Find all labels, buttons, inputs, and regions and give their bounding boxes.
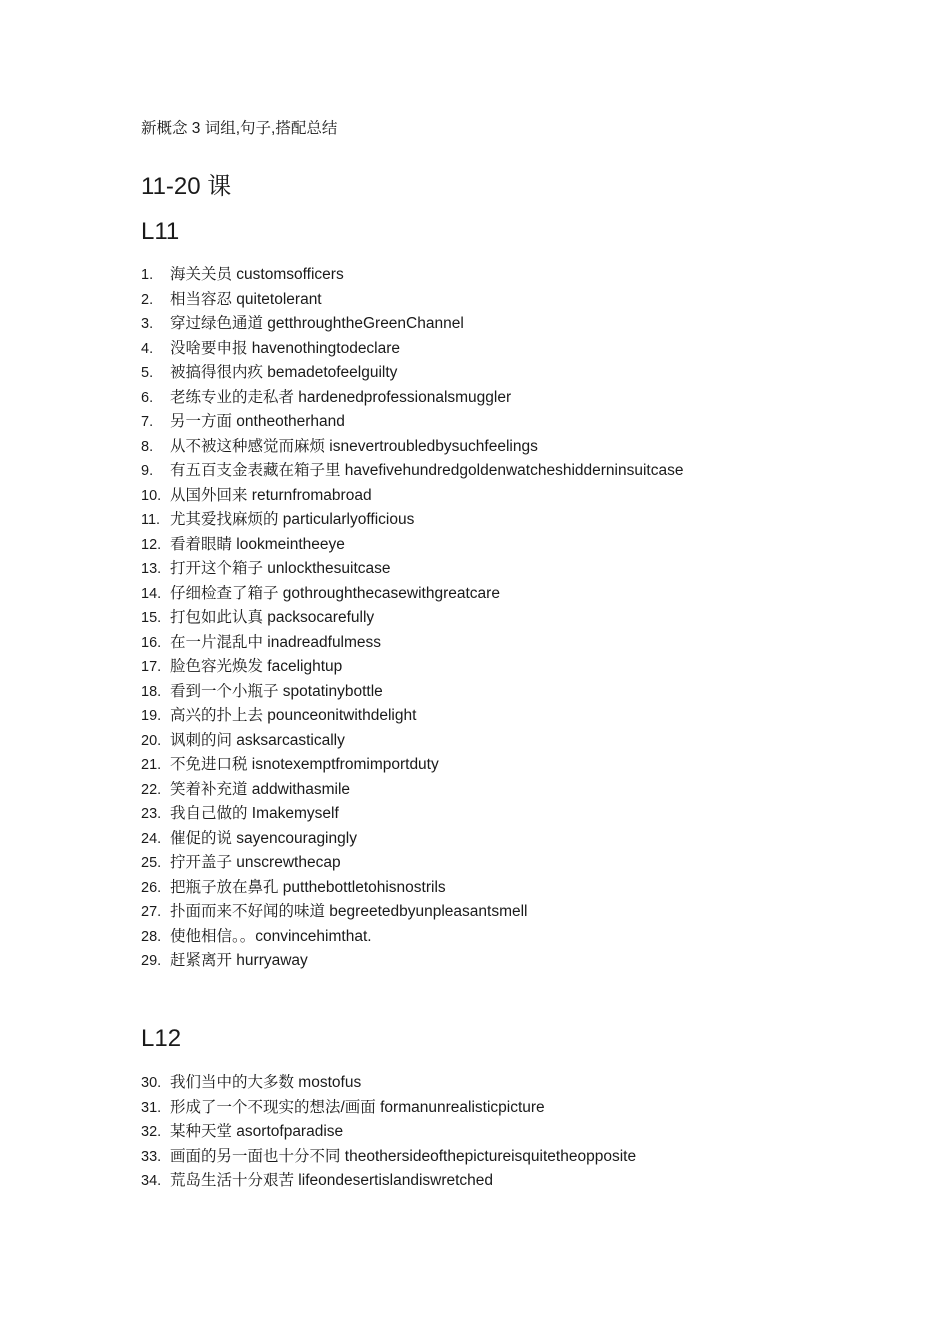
list-item-text: 赶紧离开 hurryaway — [170, 952, 308, 969]
list-item — [141, 533, 683, 558]
list-item — [141, 851, 683, 876]
list-item-text: 讽刺的问 asksarcastically — [170, 731, 345, 749]
list-item-text: 催促的说 sayencouragingly — [170, 829, 357, 847]
list-item-number: 13. — [141, 561, 162, 577]
section-heading-l11: L11 — [141, 218, 180, 245]
list-item-text: 看到一个小瓶子 spotatinybottle — [170, 682, 383, 700]
section-heading-l12: L12 — [141, 1025, 182, 1052]
list-item-number: 26. — [141, 879, 162, 896]
list-item-text: 仔细检查了箱子 gothroughthecasewithgreatcare — [170, 584, 500, 602]
list-item-text: 打包如此认真 packsocarefully — [170, 609, 375, 626]
list-item — [141, 1169, 636, 1194]
list-item-text: 从国外回来 returnfromabroad — [170, 486, 372, 504]
list-item-number: 4. — [141, 340, 154, 357]
list-item-text: 荒岛生活十分艰苦 lifeondesertislandiswretched — [170, 1172, 494, 1189]
list-item-text: 海关关员 customsofficers — [170, 266, 344, 283]
list-item-number: 1. — [141, 267, 154, 283]
list-item-text: 某种天堂 asortofparadise — [170, 1123, 344, 1140]
list-item-text: 相当容忍 quitetolerant — [170, 290, 322, 308]
list-item — [141, 1096, 636, 1121]
list-item-number: 15. — [141, 610, 162, 626]
list-item-text: 没啥要申报 havenothingtodeclare — [170, 339, 401, 357]
list-item — [141, 1071, 636, 1096]
list-item-number: 17. — [141, 659, 162, 675]
list-item-number: 16. — [141, 634, 162, 651]
list-item-text: 穿过绿色通道 getthroughtheGreenChannel — [170, 315, 464, 332]
list-item-number: 18. — [141, 683, 162, 700]
list-item — [141, 557, 683, 582]
list-item — [141, 949, 683, 974]
list-item — [141, 459, 683, 484]
list-item-text: 我自己做的 Imakemyself — [170, 805, 339, 822]
list-item — [141, 1145, 636, 1170]
unit-heading: 11-20 课 — [141, 173, 232, 200]
list-item — [141, 631, 683, 656]
vocab-list-l11 — [141, 263, 683, 974]
list-item-text: 画面的另一面也十分不同 theothersideofthepictureisquitetheopposite — [170, 1147, 637, 1165]
list-item — [141, 361, 683, 386]
list-item-number: 9. — [141, 463, 154, 479]
list-item-text: 形成了一个不现实的想法/画面 formanunrealisticpicture — [170, 1098, 545, 1116]
list-item — [141, 704, 683, 729]
list-item — [141, 655, 683, 680]
list-item — [141, 312, 683, 337]
list-item-number: 21. — [141, 757, 162, 773]
list-item-text: 被搞得很内疚 bemadetofeelguilty — [170, 364, 398, 381]
list-item-text: 尤其爱找麻烦的 particularlyofficious — [170, 511, 415, 528]
list-item-text: 不免进口税 isnotexemptfromimportduty — [170, 756, 439, 773]
list-item — [141, 337, 683, 362]
list-item-text: 另一方面 ontheotherhand — [170, 413, 345, 430]
list-item-number: 22. — [141, 781, 162, 798]
list-item-number: 7. — [141, 414, 154, 430]
list-item — [141, 1120, 636, 1145]
list-item — [141, 876, 683, 901]
list-item-number: 24. — [141, 830, 162, 847]
list-item — [141, 680, 683, 705]
list-item-text: 扑面而来不好闻的味道 begreetedbyunpleasantsmell — [170, 903, 528, 920]
list-item — [141, 606, 683, 631]
list-item-text: 脸色容光焕发 facelightup — [170, 658, 343, 675]
list-item — [141, 410, 683, 435]
list-item-text: 打开这个箱子 unlockthesuitcase — [170, 560, 391, 577]
list-item — [141, 386, 683, 411]
list-item-text: 看着眼睛 lookmeintheeye — [170, 535, 345, 553]
list-item — [141, 753, 683, 778]
list-item-number: 2. — [141, 291, 154, 308]
list-item-number: 8. — [141, 438, 154, 455]
list-item-number: 10. — [141, 487, 162, 504]
list-item-number: 19. — [141, 708, 162, 724]
list-item-number: 25. — [141, 855, 162, 871]
list-item-number: 29. — [141, 953, 162, 969]
list-item-text: 从不被这种感觉而麻烦 isnevertroubledbysuchfeelings — [170, 437, 538, 455]
list-item — [141, 508, 683, 533]
list-item — [141, 484, 683, 509]
list-item-number: 23. — [141, 806, 162, 822]
list-item-number: 20. — [141, 732, 162, 749]
list-item-number: 34. — [141, 1173, 162, 1189]
list-item-number: 28. — [141, 928, 162, 945]
list-item-number: 12. — [141, 536, 162, 553]
list-item-number: 11. — [141, 512, 161, 528]
list-item — [141, 263, 683, 288]
list-item-number: 33. — [141, 1148, 162, 1165]
list-item — [141, 729, 683, 754]
list-item-text: 高兴的扑上去 pounceonitwithdelight — [170, 707, 417, 724]
list-item — [141, 435, 683, 460]
vocab-list-l12 — [141, 1071, 636, 1194]
list-item-number: 14. — [141, 585, 162, 602]
list-item — [141, 288, 683, 313]
list-item-text: 拧开盖子 unscrewthecap — [170, 854, 341, 871]
list-item-number: 3. — [141, 316, 154, 332]
list-item-text: 使他相信。。convincehimthat. — [170, 927, 372, 945]
list-item-number: 30. — [141, 1075, 162, 1091]
list-item-text: 把瓶子放在鼻孔 putthebottletohisnostrils — [170, 878, 446, 896]
list-item-text: 老练专业的走私者 hardenedprofessionalsmuggler — [170, 388, 512, 406]
list-item-number: 32. — [141, 1124, 162, 1140]
list-item — [141, 900, 683, 925]
list-item-text: 笑着补充道 addwithasmile — [170, 780, 351, 798]
list-item — [141, 827, 683, 852]
document-title: 新概念 3 词组,句子,搭配总结 — [141, 120, 338, 137]
list-item-number: 5. — [141, 365, 154, 381]
list-item — [141, 802, 683, 827]
list-item — [141, 925, 683, 950]
list-item-number: 27. — [141, 904, 162, 920]
list-item-text: 有五百支金表藏在箱子里 havefivehundredgoldenwatcheshidderninsuitcase — [170, 462, 684, 479]
list-item-text: 我们当中的大多数 mostofus — [170, 1074, 362, 1091]
list-item — [141, 778, 683, 803]
list-item-text: 在一片混乱中 inadreadfulmess — [170, 633, 382, 651]
list-item — [141, 582, 683, 607]
list-item-number: 6. — [141, 389, 154, 406]
list-item-number: 31. — [141, 1099, 162, 1116]
